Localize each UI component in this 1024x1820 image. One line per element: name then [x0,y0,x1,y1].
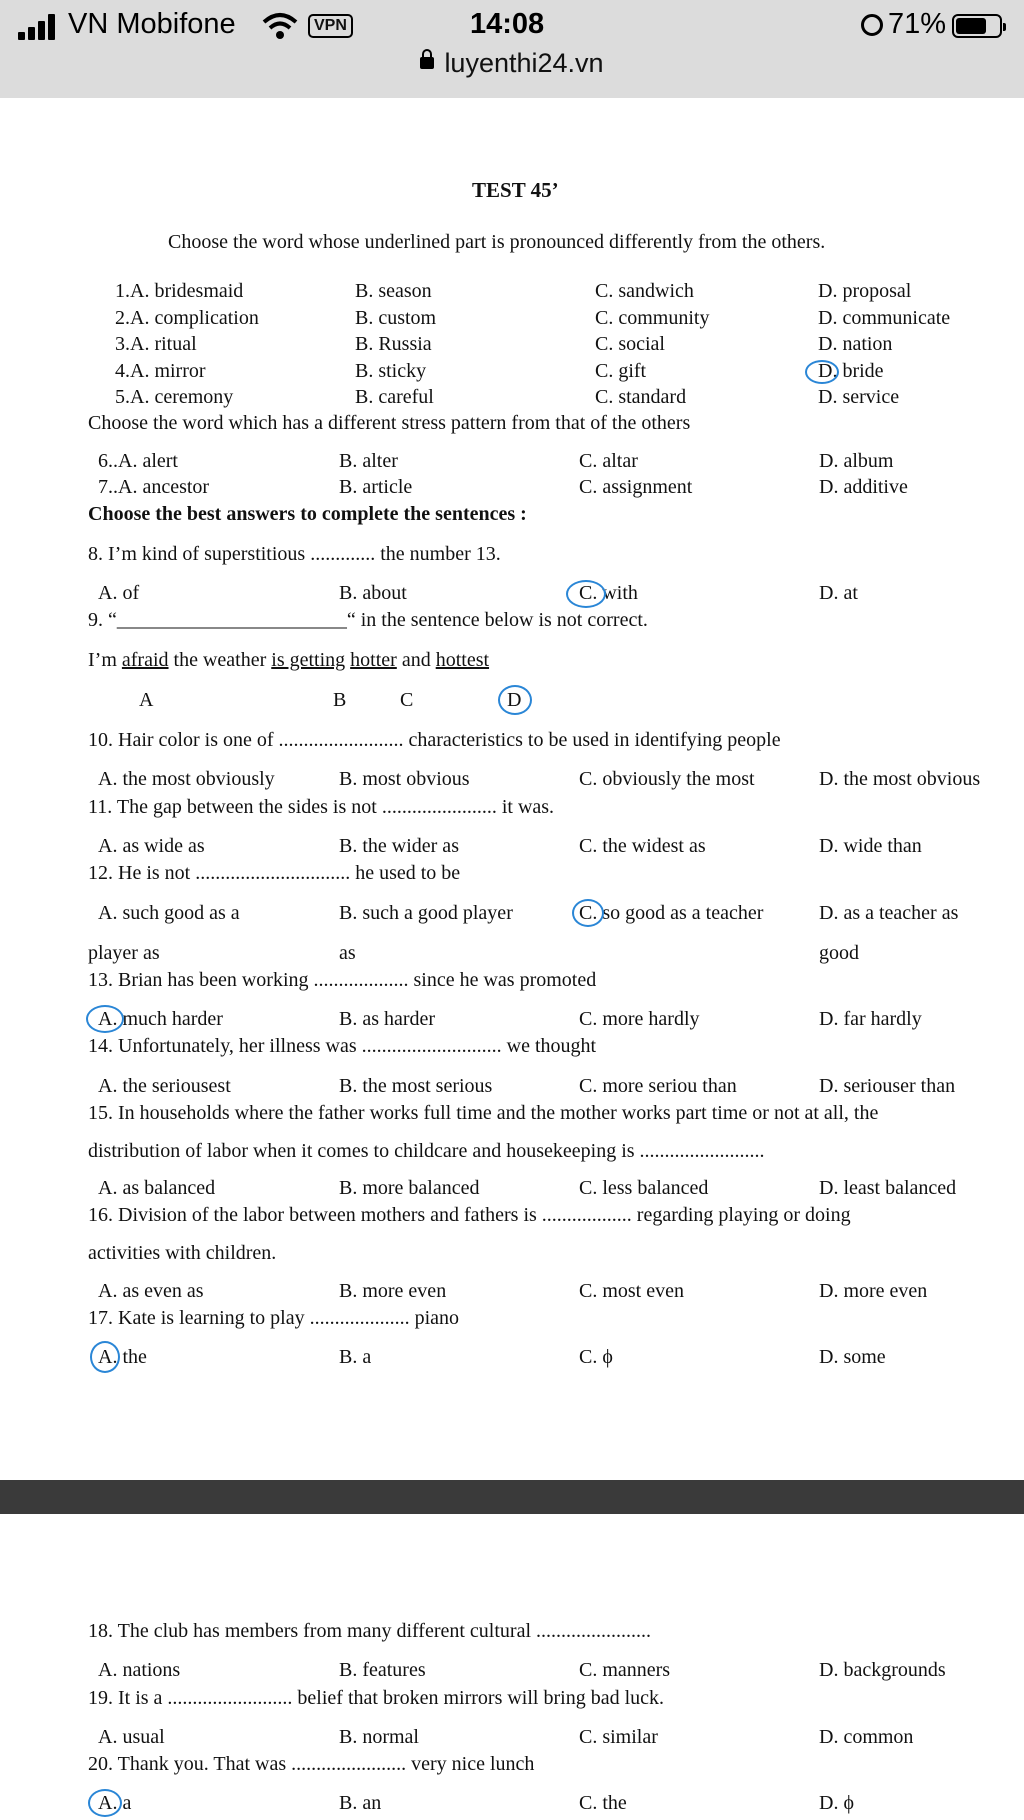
q18-option-c: C. manners [579,1659,671,1681]
q12-stem: 12. He is not ............................... he used to be [88,862,461,884]
vpn-badge: VPN [308,14,353,38]
q1-option-a: 1.A. bridesmaid [115,280,244,302]
q3-option-c: C. social [595,333,665,355]
q18-option-d: D. backgrounds [819,1659,946,1681]
q16-option-a: A. as even as [98,1280,204,1302]
q6-option-d: D. album [819,450,894,472]
q2-option-a: 2.A. complication [115,307,259,329]
q17-option-c: C. ϕ [579,1346,613,1368]
q9-label-d: D [507,689,522,711]
instruction-stress: Choose the word which has a different stress pattern from that of the others [88,412,691,434]
q4-option-d: D. bride [818,360,884,382]
q17-option-d: D. some [819,1346,886,1368]
q18-option-a: A. nations [98,1659,181,1681]
q13-option-b: B. as harder [339,1008,436,1030]
q20-option-a: A. a [98,1792,132,1814]
q19-stem: 19. It is a ......................... belief that broken mirrors will bring bad luck. [88,1687,665,1709]
q1-option-b: B. season [355,280,432,302]
lock-icon [420,57,434,69]
q5-option-c: C. standard [595,386,687,408]
q8-option-d: D. at [819,582,858,604]
battery-percentage: 71% [888,8,947,40]
answer-circle [572,899,604,927]
q5-option-b: B. careful [355,386,434,408]
q9-sentence: I’m afraid the weather is getting hotter and hottest [88,649,490,671]
q9-label-b: B [333,689,347,711]
q2-option-d: D. communicate [818,307,951,329]
q19-option-b: B. normal [339,1726,419,1748]
q14-stem: 14. Unfortunately, her illness was ............................ we thought [88,1035,597,1057]
q16-option-b: B. more even [339,1280,447,1302]
answer-circle [498,685,532,715]
q14-option-a: A. the seriousest [98,1075,231,1097]
q10-option-d: D. the most obvious [819,768,981,790]
instruction-complete: Choose the best answers to complete the sentences : [88,503,527,525]
q11-option-c: C. the widest as [579,835,706,857]
q16-option-d: D. more even [819,1280,928,1302]
q19-option-c: C. similar [579,1726,658,1748]
q12-option-a-cont: player as [88,942,160,964]
q10-option-c: C. obviously the most [579,768,755,790]
q19-option-a: A. usual [98,1726,165,1748]
wifi-icon [262,12,298,40]
q13-stem: 13. Brian has been working ................... since he was promoted [88,969,597,991]
q20-option-b: B. an [339,1792,382,1814]
url-text: luyenthi24.vn [444,48,604,78]
q8-option-a: A. of [98,582,140,604]
q4-option-c: C. gift [595,360,647,382]
q11-option-d: D. wide than [819,835,922,857]
status-bar [0,0,1024,98]
q11-stem: 11. The gap between the sides is not ....................... it was. [88,796,555,818]
page-break-divider [0,1480,1024,1514]
q19-option-d: D. common [819,1726,914,1748]
q7-option-b: B. article [339,476,413,498]
q12-option-c: C. so good as a teacher [579,902,764,924]
q20-option-c: C. the [579,1792,627,1814]
q14-option-c: C. more seriou than [579,1075,737,1097]
q15-option-b: B. more balanced [339,1177,480,1199]
q13-option-a: A. much harder [98,1008,223,1030]
q20-stem: 20. Thank you. That was ....................... very nice lunch [88,1753,535,1775]
q12-option-d: D. as a teacher as [819,902,959,924]
answer-circle [805,360,839,384]
q6-option-a: 6..A. alert [98,450,178,472]
q6-option-b: B. alter [339,450,398,472]
q3-option-d: D. nation [818,333,893,355]
q4-option-a: 4.A. mirror [115,360,206,382]
q15-option-d: D. least balanced [819,1177,957,1199]
q4-option-b: B. sticky [355,360,427,382]
q8-option-b: B. about [339,582,407,604]
answer-circle [86,1005,124,1033]
q9-label-c: C [400,689,414,711]
q17-stem: 17. Kate is learning to play .................... piano [88,1307,460,1329]
q10-option-a: A. the most obviously [98,768,275,790]
q8-stem: 8. I’m kind of superstitious ............. the number 13. [88,543,501,565]
q16-stem: 16. Division of the labor between mothers and fathers is .................. regarding playing or doing [88,1204,851,1226]
q16-stem-cont: activities with children. [88,1242,277,1264]
q14-option-b: B. the most serious [339,1075,493,1097]
q18-stem: 18. The club has members from many different cultural ....................... [88,1620,652,1642]
answer-circle [90,1341,120,1373]
q15-option-a: A. as balanced [98,1177,216,1199]
battery-icon [952,14,1002,38]
q13-option-d: D. far hardly [819,1008,922,1030]
q2-option-b: B. custom [355,307,437,329]
q10-option-b: B. most obvious [339,768,470,790]
q10-stem: 10. Hair color is one of ......................... characteristics to be used in identifying people [88,729,781,751]
q1-option-c: C. sandwich [595,280,694,302]
answer-circle [88,1789,122,1817]
q1-option-d: D. proposal [818,280,912,302]
carrier-name: VN Mobifone [68,8,236,40]
q15-option-c: C. less balanced [579,1177,709,1199]
q5-option-a: 5.A. ceremony [115,386,234,408]
q7-option-a: 7..A. ancestor [98,476,210,498]
q8-option-c: C. with [579,582,638,604]
q9-label-a: A [139,689,154,711]
q9-stem: 9. “_______________________“ in the sentence below is not correct. [88,609,648,631]
q12-option-b-cont: as [339,942,356,964]
q7-option-d: D. additive [819,476,908,498]
q11-option-a: A. as wide as [98,835,205,857]
address-bar[interactable] [0,48,1024,79]
q3-option-a: 3.A. ritual [115,333,197,355]
rotation-lock-icon [861,14,883,36]
q17-option-b: B. a [339,1346,372,1368]
q20-option-d: D. ϕ [819,1792,854,1814]
q3-option-b: B. Russia [355,333,432,355]
answer-circle [566,580,606,608]
q15-stem-cont: distribution of labor when it comes to childcare and housekeeping is ......................... [88,1140,765,1162]
q18-option-b: B. features [339,1659,426,1681]
q13-option-c: C. more hardly [579,1008,700,1030]
q5-option-d: D. service [818,386,900,408]
q17-option-a: A. the [98,1346,147,1368]
q15-stem: 15. In households where the father works full time and the mother works part time or not at all, the [88,1102,879,1124]
q2-option-c: C. community [595,307,710,329]
clock: 14:08 [470,8,545,40]
q14-option-d: D. seriouser than [819,1075,956,1097]
q12-option-a: A. such good as a [98,902,240,924]
signal-icon [18,14,58,40]
q7-option-c: C. assignment [579,476,693,498]
page-title: TEST 45’ [472,178,559,202]
q11-option-b: B. the wider as [339,835,459,857]
q12-option-b: B. such a good player [339,902,513,924]
q12-option-d-cont: good [819,942,859,964]
q6-option-c: C. altar [579,450,638,472]
instruction-pronunciation: Choose the word whose underlined part is pronounced differently from the others. [168,231,826,253]
q16-option-c: C. most even [579,1280,684,1302]
